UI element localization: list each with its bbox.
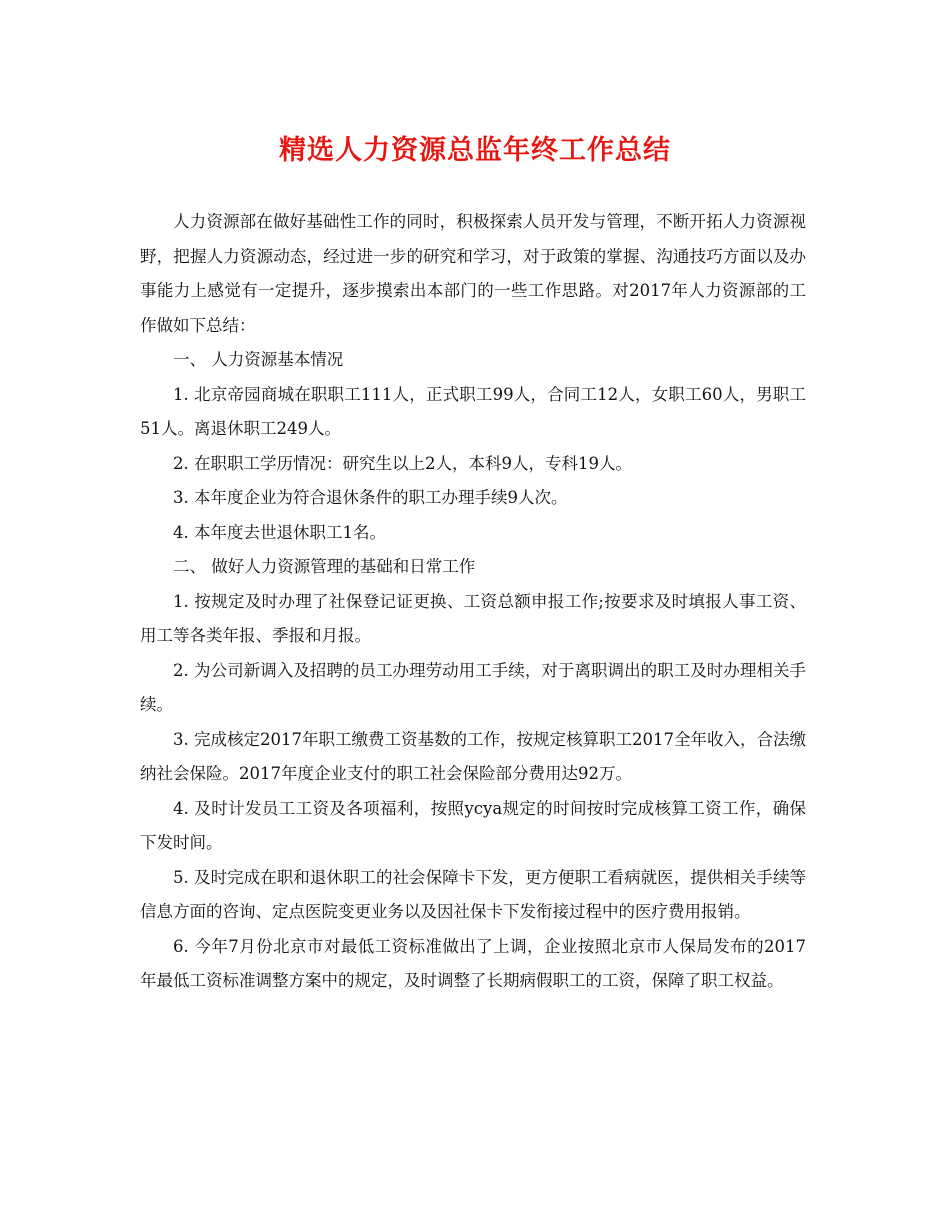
document-body (140, 205, 806, 999)
paragraph-2-1: 1. 按规定及时办理了社保登记证更换、工资总额申报工作;按要求及时填报人事工资、用工等各类年报、季报和月报。 (140, 591, 806, 645)
paragraph-2-5: 5. 及时完成在职和退休职工的社会保障卡下发，更方便职工看病就医，提供相关手续等信息方面的咨询、定点医院变更业务以及因社保卡下发衔接过程中的医疗费用报销。 (140, 867, 806, 921)
paragraph-2-3: 3. 完成核定2017年职工缴费工资基数的工作，按规定核算职工2017全年收入，合法缴纳社会保险。2017年度企业支付的职工社会保险部分费用达92万。 (140, 729, 806, 783)
paragraph-1-2: 2. 在职职工学历情况：研究生以上2人，本科9人，专科19人。 (173, 453, 632, 473)
section-heading-2: 二、 做好人力资源管理的基础和日常工作 (173, 557, 476, 576)
paragraph-2-2: 2. 为公司新调入及招聘的员工办理劳动用工手续，对于离职调出的职工及时办理相关手续。 (140, 660, 806, 714)
paragraph-2-4: 4. 及时计发员工工资及各项福利，按照ycya规定的时间按时完成核算工资工作，确保下发时间。 (140, 798, 806, 852)
paragraph-2-6: 6. 今年7月份北京市对最低工资标准做出了上调，企业按照北京市人保局发布的2017年最低工资标准调整方案中的规定，及时调整了长期病假职工的工资，保障了职工权益。 (140, 936, 806, 990)
paragraph-intro: 人力资源部在做好基础性工作的同时，积极探索人员开发与管理，不断开拓人力资源视野，把握人力资源动态，经过进一步的研究和学习，对于政策的掌握、沟通技巧方面以及办事能力上感觉有一定提升，逐步摸索出本部门的一些工作思路。对2017年人力资源部的工作做如下总结： (140, 212, 806, 335)
document-title: 精选人力资源总监年终工作总结 (279, 135, 671, 166)
paragraph-1-3: 3. 本年度企业为符合退休条件的职工办理手续9人次。 (173, 488, 568, 507)
section-heading-1: 一、 人力资源基本情况 (173, 350, 344, 369)
paragraph-1-4: 4. 本年度去世退休职工1名。 (173, 522, 386, 542)
paragraph-1-1: 1. 北京帝园商城在职职工111人，正式职工99人，合同工12人，女职工60人，男职工51人。离退休职工249人。 (140, 384, 806, 438)
